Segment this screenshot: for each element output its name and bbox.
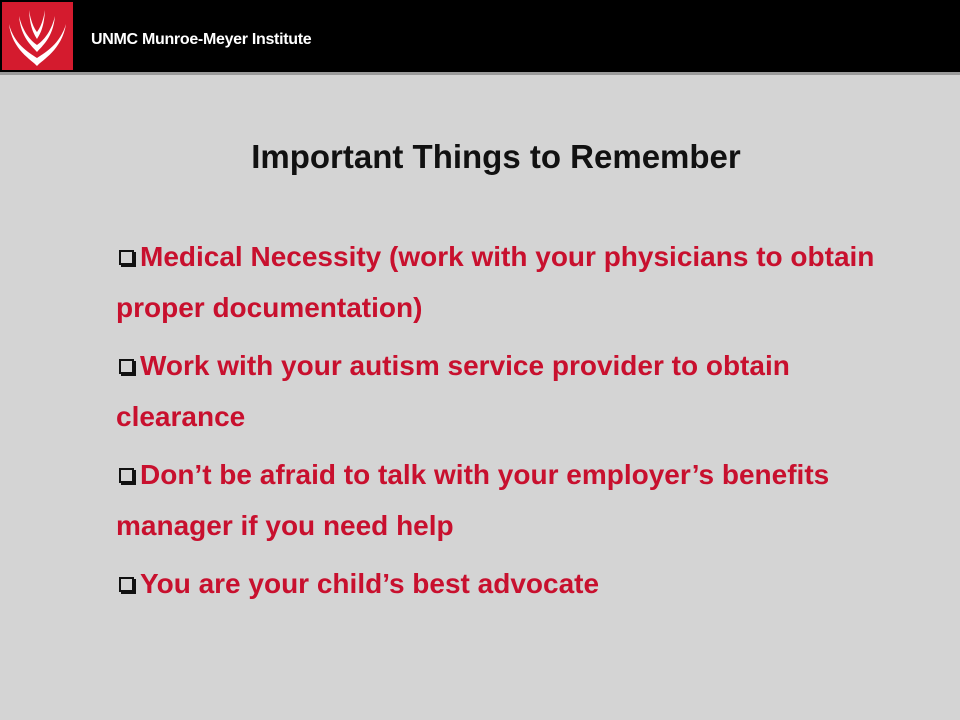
slide-title: Important Things to Remember [251,138,741,175]
bullet-item [116,340,916,442]
bullet-text: You are your child’s best advocate [140,568,600,599]
header-bar [0,0,960,72]
org-name: UNMC Munroe-Meyer Institute [91,31,312,48]
bullet-text: Don’t be afraid to talk with your employer’s benefits manager if you need help [116,459,830,541]
bullet-text: Work with your autism service provider to obtain clearance [116,350,790,432]
bullet-list [116,231,916,616]
unmc-arches-logo-icon [2,2,73,70]
bullet-item [116,449,916,551]
checkbox-square-icon [119,577,134,592]
header-divider [0,72,960,75]
bullet-text: Medical Necessity (work with your physicians to obtain proper documentation) [116,241,875,323]
checkbox-square-icon [119,468,134,483]
checkbox-square-icon [119,359,134,374]
checkbox-square-icon [119,250,134,265]
bullet-item [116,558,916,609]
bullet-item [116,231,916,333]
